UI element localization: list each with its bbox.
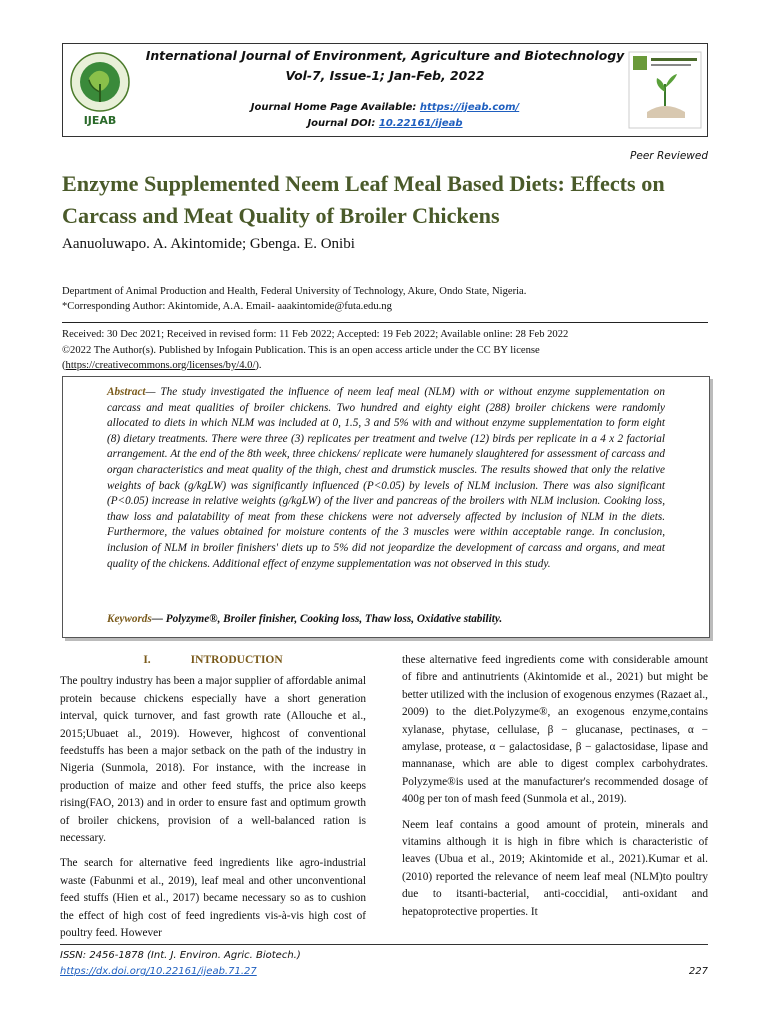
page-footer xyxy=(60,948,708,980)
abstract-box xyxy=(62,376,710,638)
abstract-label: Abstract xyxy=(107,386,146,398)
received-dates: Received: 30 Dec 2021; Received in revised form: 11 Feb 2022; Accepted: 19 Feb 2022; Available online: 28 Feb 2022 xyxy=(62,329,569,340)
abstract-text: — The study investigated the influence of neem leaf meal (NLM) with or without enzyme supplementation on carcass and meat qualities of broiler chickens. Two hundred and eighty eight (288) broiler chickens were randomly allocated to diets in which NLM was included at 0, 1.5, 3 and 5% with and without enzyme supplementation to form eight (8) dietary treatments. There were three (3) replicates per treatment and twelve (12) birds per replicate in a 4 x 2 factorial arrangement. At the end of the 8th week, three chickens/ replicate were humanely slaughtered for assessment of carcass and organ characteristics and meat quality of the thigh, chest and drumstick muscles. The results showed that only the relative weights of back (g/kgLW) was significantly influenced (P<0.05) by levels of NLM inclusion. There was also significant (P<0.05) increase in relative weights (g/kgLW) of the liver and pancreas of the broilers with NLM inclusion. Cooking loss, thaw loss and palatability of meat from these chickens were not adversely affected by inclusion of NLM in the diets. Furthermore, the values obtained for moisture contents of the 3 muscles were within acceptable range. In conclusion, inclusion of NLM in broiler finishers' diets up to 5% did not jeopardize the development of carcass and organs, and meat quality of the chickens. Additional effect of enzyme supplementation was not observed in this study. xyxy=(107,386,665,570)
journal-cover-image xyxy=(627,50,703,130)
home-label: Journal Home Page Available: xyxy=(250,102,420,113)
paragraph: Neem leaf contains a good amount of protein, minerals and vitamins although it is high in fibre which is characteristic of leaves (Ubua et al., 2019; Akintomide et al., 2021).Kumar et al.(2010) reported the relevance of neem leaf meal (NLM)to poultry due to itsanti-bacterial, anti-coccidial, anti-oxidant and hepatoprotective properties. It xyxy=(402,818,708,918)
paragraph: The poultry industry has been a major supplier of affordable animal protein because chickens especially have a short generation interval, quick turnover, and fast growth rate (Allouche et al., 2015;Ubuaet al., 2019). However, highcost of conventional feedstuffs has been a major setback on the path of the industry in Nigeria (Sunmola, 2018). For instance, with the increase in production of maize and other feed stuffs, the price also keeps rising(FAO, 2013) and in order to ensure fast and optimum growth of broiler chickens, provision of a well-balanced ration is necessary. xyxy=(60,675,366,845)
journal-links xyxy=(143,100,627,132)
abstract xyxy=(107,385,665,572)
section-title: INTRODUCTION xyxy=(190,654,283,666)
section-number: I. xyxy=(143,654,151,666)
journal-header xyxy=(62,43,708,137)
paragraph: The search for alternative feed ingredients like agro-industrial waste (Fabunmi et al., 2019), leaf meal and other unconventional feed stuffs (Hien et al., 2017) became necessary so as to cushion the effect of high cost of feed ingredients vis-à-vis high cost of poultry feed. However xyxy=(60,857,366,940)
page-number: 227 xyxy=(688,966,708,977)
license-link[interactable]: https://creativecommons.org/licenses/by/4.0/ xyxy=(65,360,256,371)
keywords-label: Keywords xyxy=(107,613,152,625)
section-heading xyxy=(60,652,366,669)
copyright: ©2022 The Author(s). Published by Infogain Publication. This is an open access article under the CC BY license xyxy=(62,344,540,356)
issn: ISSN: 2456-1878 (Int. J. Environ. Agric. Biotech.) xyxy=(60,950,301,961)
column-left xyxy=(60,652,366,951)
footer-divider xyxy=(60,944,708,945)
home-link[interactable]: https://ijeab.com/ xyxy=(419,102,520,113)
affiliation-block xyxy=(62,284,712,314)
doi-link[interactable]: 10.22161/ijeab xyxy=(378,118,463,129)
doi-label: Journal DOI: xyxy=(307,118,379,129)
journal-logo xyxy=(69,48,131,130)
keywords-text: — Polyzyme®, Broiler finisher, Cooking loss, Thaw loss, Oxidative stability. xyxy=(151,613,503,625)
divider-top xyxy=(62,322,708,323)
keywords xyxy=(107,613,665,625)
received-block: Received: 30 Dec 2021; Received in revised form: 11 Feb 2022; Accepted: 19 Feb 2022; Available online: 28 Feb 2022 ©2022 The Author(s). Published by Infogain Publication. This is an open access article under the CC BY license (https://creativecommons.org/licenses/by/4.0/). xyxy=(62,327,712,374)
article-authors: Aanuoluwapo. A. Akintomide; Gbenga. E. Onibi xyxy=(62,236,355,252)
article-doi-link[interactable]: https://dx.doi.org/10.22161/ijeab.71.27 xyxy=(60,966,257,977)
journal-volume: Vol-7, Issue-1; Jan-Feb, 2022 xyxy=(285,68,485,83)
corresponding-author: *Corresponding Author: Akintomide, A.A. Email- aaakintomide@futa.edu.ng xyxy=(62,301,392,312)
affiliation: Department of Animal Production and Health, Federal University of Technology, Akure, Ondo State, Nigeria. xyxy=(62,286,527,297)
paragraph: these alternative feed ingredients come with considerable amount of fibre and antinutrients (Akintomide et al., 2021) but might be better utilized with the inclusion of exogenous enzymes (Razaet al., 2009) to the diet.Polyzyme®, an exogenous enzyme,contains xylanase, phytase, cellulase, β − glucanase, pectinases, α − amylase, protease, α − galactosidase, β − galactosidase, lipase and mannanase, which are able to digest complex carbohydrates. Polyzyme®is used at the manufacturer's recommended dosage of 400g per ton of mash feed (Sunmola et al., 2019). xyxy=(402,654,708,806)
column-right xyxy=(402,652,708,929)
journal-title-block xyxy=(143,46,627,86)
article-title: Enzyme Supplemented Neem Leaf Meal Based Diets: Effects on Carcass and Meat Quality of Broiler Chickens xyxy=(62,171,665,228)
peer-reviewed-label: Peer Reviewed xyxy=(630,150,708,162)
svg-text:IJEAB: IJEAB xyxy=(83,114,117,127)
journal-name: International Journal of Environment, Agriculture and Biotechnology xyxy=(145,48,625,63)
